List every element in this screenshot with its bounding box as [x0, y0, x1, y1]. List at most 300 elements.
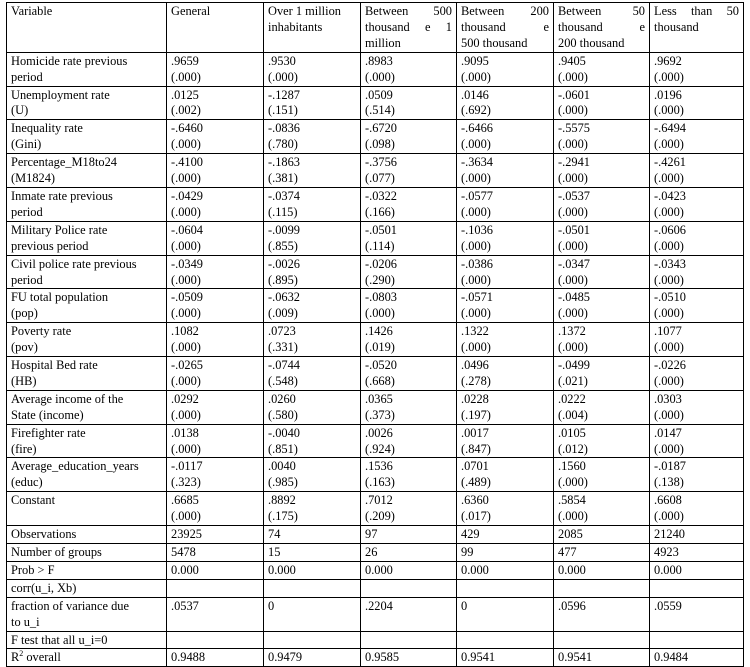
coefficient-cell-line: (.000): [558, 137, 588, 152]
coefficient-cell-line: .0260: [268, 391, 296, 406]
coefficient-cell: [264, 154, 361, 188]
coefficient-cell-line: -.0501: [558, 222, 591, 237]
column-header-line: inhabitants: [268, 19, 323, 34]
coefficient-cell: [361, 424, 457, 458]
coefficient-cell: [650, 492, 744, 526]
row-label-line: Inmate rate previous: [11, 188, 113, 203]
row-label: [7, 526, 167, 544]
stat-cell: [167, 579, 264, 597]
coefficient-cell-line: -.0265: [171, 358, 204, 373]
coefficient-cell-line: (.000): [461, 137, 491, 152]
stat-cell: 0: [264, 597, 361, 631]
coefficient-cell-line: -.5575: [558, 121, 591, 136]
coefficient-cell: [457, 424, 554, 458]
stat-cell: [264, 579, 361, 597]
stat-cell: 5478: [167, 544, 264, 562]
row-label-line: Inequality rate: [11, 121, 83, 136]
row-label-line: Constant: [11, 493, 56, 508]
stat-cell: 0.000: [264, 561, 361, 579]
stat-cell: [264, 631, 361, 649]
coefficient-cell-line: (.000): [461, 171, 491, 186]
coefficient-cell-line: .6360: [461, 493, 489, 508]
column-header-line: thousand e 1: [365, 19, 452, 34]
stat-cell: [457, 631, 554, 649]
coefficient-cell-line: (.895): [268, 272, 298, 287]
stat-cell: 15: [264, 544, 361, 562]
coefficient-cell-line: (.000): [171, 306, 201, 321]
stats-row: [7, 544, 744, 562]
coefficient-cell: [361, 323, 457, 357]
coefficient-cell-line: .1560: [558, 459, 586, 474]
coefficient-cell-line: .0105: [558, 425, 586, 440]
table-row: [7, 289, 744, 323]
coefficient-cell-line: (.000): [558, 103, 588, 118]
coefficient-cell-line: .0365: [365, 391, 393, 406]
coefficient-cell-line: -.0349: [171, 256, 204, 271]
row-label: [7, 357, 167, 391]
column-header: [650, 3, 744, 53]
stat-cell: 4923: [650, 544, 744, 562]
column-header-line: Between 50: [558, 4, 645, 18]
coefficient-cell-line: (.000): [558, 509, 588, 524]
row-label: [7, 120, 167, 154]
header-row: [7, 3, 744, 53]
coefficient-cell: [361, 255, 457, 289]
row-label: [7, 649, 167, 667]
column-header-line: Variable: [11, 4, 53, 18]
coefficient-cell-line: .5854: [558, 493, 586, 508]
table-row: [7, 154, 744, 188]
coefficient-cell-line: .8892: [268, 493, 296, 508]
coefficient-cell-line: .0222: [558, 391, 586, 406]
row-label: [7, 323, 167, 357]
coefficient-cell: [457, 52, 554, 86]
coefficient-cell-line: .9095: [461, 53, 489, 68]
coefficient-cell-line: (.197): [461, 407, 491, 422]
coefficient-cell: [167, 492, 264, 526]
coefficient-cell: [457, 323, 554, 357]
coefficient-cell-line: .0026: [365, 425, 393, 440]
coefficient-cell: [457, 458, 554, 492]
row-label-line: Poverty rate: [11, 324, 72, 339]
column-header: [167, 3, 264, 53]
coefficient-cell-line: (.668): [365, 373, 395, 388]
coefficient-cell: [167, 154, 264, 188]
coefficient-cell-line: .0496: [461, 358, 489, 373]
coefficient-cell: [167, 323, 264, 357]
coefficient-cell: [264, 255, 361, 289]
coefficient-cell: [167, 424, 264, 458]
coefficient-cell: [457, 289, 554, 323]
coefficient-cell: [167, 357, 264, 391]
table-row: [7, 255, 744, 289]
coefficient-cell-line: (.000): [461, 204, 491, 219]
coefficient-cell-line: (.000): [654, 238, 684, 253]
coefficient-cell: [650, 86, 744, 120]
stats-row: [7, 631, 744, 649]
regression-table-container: [6, 2, 744, 667]
coefficient-cell-line: (.000): [654, 204, 684, 219]
coefficient-cell: [554, 424, 650, 458]
coefficient-cell: [361, 154, 457, 188]
coefficient-cell-line: .0701: [461, 459, 489, 474]
row-label: [7, 52, 167, 86]
coefficient-cell-line: -.0429: [171, 188, 204, 203]
column-header: [457, 3, 554, 53]
stat-cell: 26: [361, 544, 457, 562]
coefficient-cell-line: (.000): [558, 204, 588, 219]
stat-cell: 477: [554, 544, 650, 562]
stats-row: [7, 526, 744, 544]
coefficient-cell-line: (.000): [171, 373, 201, 388]
column-header-line: thousand e: [461, 19, 549, 34]
row-label-line: corr(u_i, Xb): [11, 580, 77, 595]
coefficient-cell-line: -.0537: [558, 188, 591, 203]
coefficient-cell-line: -.0485: [558, 290, 591, 305]
coefficient-cell-line: .1077: [654, 324, 682, 339]
coefficient-cell-line: (.855): [268, 238, 298, 253]
table-row: [7, 458, 744, 492]
column-header-line: thousand: [654, 19, 699, 34]
stats-row: [7, 579, 744, 597]
row-label: [7, 154, 167, 188]
stat-cell: 99: [457, 544, 554, 562]
coefficient-cell-line: -.1036: [461, 222, 494, 237]
row-label-line: FU total population: [11, 290, 109, 305]
coefficient-cell: [167, 458, 264, 492]
table-row: [7, 120, 744, 154]
stat-cell: 0.000: [650, 561, 744, 579]
coefficient-cell-line: (.290): [365, 272, 395, 287]
coefficient-cell-line: (.000): [654, 272, 684, 287]
row-label: [7, 86, 167, 120]
row-label-line: Hospital Bed rate: [11, 358, 98, 373]
coefficient-cell-line: .6685: [171, 493, 199, 508]
coefficient-cell-line: -.0803: [365, 290, 398, 305]
coefficient-cell-line: .0196: [654, 87, 682, 102]
coefficient-cell: [554, 458, 650, 492]
stat-cell: 23925: [167, 526, 264, 544]
coefficient-cell: [167, 221, 264, 255]
coefficient-cell-line: .8983: [365, 53, 393, 68]
coefficient-cell-line: (.000): [558, 340, 588, 355]
coefficient-cell: [264, 221, 361, 255]
coefficient-cell: [554, 221, 650, 255]
column-header: [7, 3, 167, 53]
coefficient-cell: [264, 120, 361, 154]
row-label-line: (Gini): [11, 137, 42, 152]
coefficient-cell: [457, 492, 554, 526]
coefficient-cell-line: (.114): [365, 238, 395, 253]
coefficient-cell: [167, 187, 264, 221]
stat-cell: .2204: [361, 597, 457, 631]
coefficient-cell: [361, 492, 457, 526]
row-label-line: period: [11, 69, 43, 84]
coefficient-cell-line: .7012: [365, 493, 393, 508]
coefficient-cell-line: .9692: [654, 53, 682, 68]
column-header-line: Less than 50: [654, 4, 739, 18]
column-header-line: Between 200: [461, 4, 549, 18]
stat-cell: 0.000: [361, 561, 457, 579]
coefficient-cell: [554, 120, 650, 154]
coefficient-cell: [650, 154, 744, 188]
coefficient-cell-line: (.115): [268, 204, 298, 219]
stat-cell: 2085: [554, 526, 650, 544]
row-label-line: State (income): [11, 407, 84, 422]
coefficient-cell: [361, 390, 457, 424]
coefficient-cell-line: (.381): [268, 171, 298, 186]
coefficient-cell: [650, 120, 744, 154]
coefficient-cell-line: -.0206: [365, 256, 398, 271]
coefficient-cell-line: .0228: [461, 391, 489, 406]
stat-cell: 0.000: [457, 561, 554, 579]
column-header-line: General: [171, 4, 211, 18]
coefficient-cell-line: -.0423: [654, 188, 687, 203]
coefficient-cell-line: -.0347: [558, 256, 591, 271]
coefficient-cell-line: -.0744: [268, 358, 301, 373]
coefficient-cell-line: .0146: [461, 87, 489, 102]
coefficient-cell: [554, 255, 650, 289]
coefficient-cell-line: -.0601: [558, 87, 591, 102]
table-row: [7, 52, 744, 86]
table-row: [7, 390, 744, 424]
stat-cell: .0596: [554, 597, 650, 631]
row-label-line: (U): [11, 103, 29, 118]
row-label-line: (educ): [11, 475, 43, 490]
row-label: [7, 579, 167, 597]
coefficient-cell-line: .0509: [365, 87, 393, 102]
coefficient-cell-line: (.151): [268, 103, 298, 118]
coefficient-cell-line: -.0374: [268, 188, 301, 203]
coefficient-cell-line: (.012): [558, 441, 588, 456]
stat-cell: 429: [457, 526, 554, 544]
coefficient-cell-line: -.0520: [365, 358, 398, 373]
coefficient-cell-line: (.000): [171, 204, 201, 219]
row-label-line: period: [11, 204, 43, 219]
stat-cell: [167, 631, 264, 649]
coefficient-cell-line: -.4100: [171, 155, 204, 170]
row-label-line: Homicide rate previous: [11, 53, 128, 68]
coefficient-cell-line: (.692): [461, 103, 491, 118]
coefficient-cell-line: (.000): [654, 407, 684, 422]
stat-cell: 0.9541: [457, 649, 554, 667]
column-header-line: thousand e: [558, 19, 645, 34]
coefficient-cell-line: (.000): [171, 407, 201, 422]
stat-cell: 0.9479: [264, 649, 361, 667]
row-label-line: Prob > F: [11, 562, 55, 577]
coefficient-cell: [264, 357, 361, 391]
stat-cell: [554, 631, 650, 649]
coefficient-cell: [167, 289, 264, 323]
coefficient-cell-line: (.000): [171, 340, 201, 355]
row-label-line: Unemployment rate: [11, 87, 110, 102]
row-label-line: fraction of variance due: [11, 598, 129, 613]
coefficient-cell-line: -.4261: [654, 155, 687, 170]
coefficient-cell: [361, 187, 457, 221]
coefficient-cell: [554, 289, 650, 323]
coefficient-cell: [650, 424, 744, 458]
coefficient-cell-line: (.017): [461, 509, 491, 524]
coefficient-cell-line: (.000): [171, 509, 201, 524]
coefficient-cell: [650, 323, 744, 357]
coefficient-cell-line: .1426: [365, 324, 393, 339]
row-label-line: to u_i: [11, 614, 40, 629]
stat-cell: 0.000: [554, 561, 650, 579]
stat-cell: .0537: [167, 597, 264, 631]
column-header-line: 500 thousand: [461, 35, 528, 50]
coefficient-cell-line: -.0026: [268, 256, 301, 271]
coefficient-cell-line: -.6466: [461, 121, 494, 136]
coefficient-cell-line: (.002): [171, 103, 201, 118]
row-label-line: Military Police rate: [11, 222, 108, 237]
row-label-line: Firefighter rate: [11, 425, 86, 440]
coefficient-cell-line: -.0509: [171, 290, 204, 305]
coefficient-cell-line: (.278): [461, 373, 491, 388]
r-squared-superscript: 2: [19, 649, 24, 659]
regression-results-table: [6, 2, 744, 667]
row-label-line: (M1824): [11, 171, 56, 186]
coefficient-cell-line: (.000): [558, 238, 588, 253]
coefficient-cell-line: -.3634: [461, 155, 494, 170]
coefficient-cell: [264, 424, 361, 458]
column-header: [264, 3, 361, 53]
table-row: [7, 424, 744, 458]
coefficient-cell-line: (.000): [171, 137, 201, 152]
row-label-line: (pov): [11, 340, 38, 355]
coefficient-cell: [554, 390, 650, 424]
row-label-line: Average_education_years: [11, 459, 139, 474]
coefficient-cell: [361, 86, 457, 120]
coefficient-cell: [554, 492, 650, 526]
coefficient-cell-line: (.077): [365, 171, 395, 186]
coefficient-cell-line: (.209): [365, 509, 395, 524]
stat-cell: 0.9488: [167, 649, 264, 667]
coefficient-cell: [457, 86, 554, 120]
coefficient-cell: [650, 390, 744, 424]
stat-cell: 97: [361, 526, 457, 544]
coefficient-cell-line: -.0499: [558, 358, 591, 373]
coefficient-cell: [361, 52, 457, 86]
r-squared-label-rest: overall: [23, 650, 61, 665]
row-label: [7, 544, 167, 562]
coefficient-cell-line: (.000): [558, 272, 588, 287]
coefficient-cell-line: .9659: [171, 53, 199, 68]
table-row: [7, 221, 744, 255]
coefficient-cell-line: (.851): [268, 441, 298, 456]
coefficient-cell-line: -.0632: [268, 290, 301, 305]
stats-row: [7, 597, 744, 631]
column-header-line: Between 500: [365, 4, 452, 18]
coefficient-cell-line: -.0606: [654, 222, 687, 237]
coefficient-cell: [650, 458, 744, 492]
coefficient-cell-line: .1082: [171, 324, 199, 339]
stat-cell: [650, 631, 744, 649]
coefficient-cell: [264, 86, 361, 120]
row-label-line: (fire): [11, 441, 37, 456]
coefficient-cell-line: (.000): [461, 306, 491, 321]
coefficient-cell-line: (.004): [558, 407, 588, 422]
coefficient-cell-line: -.0226: [654, 358, 687, 373]
coefficient-cell: [264, 289, 361, 323]
coefficient-cell: [361, 120, 457, 154]
r-squared-label: R: [11, 650, 20, 665]
coefficient-cell: [554, 187, 650, 221]
coefficient-cell-line: (.000): [558, 69, 588, 84]
coefficient-cell-line: -.2941: [558, 155, 591, 170]
coefficient-cell: [264, 390, 361, 424]
coefficient-cell-line: (.000): [365, 69, 395, 84]
coefficient-cell-line: -.3756: [365, 155, 398, 170]
row-label: [7, 255, 167, 289]
coefficient-cell-line: -.6460: [171, 121, 204, 136]
coefficient-cell-line: (.000): [654, 171, 684, 186]
coefficient-cell-line: (.166): [365, 204, 395, 219]
coefficient-cell: [361, 289, 457, 323]
coefficient-cell: [167, 390, 264, 424]
coefficient-cell-line: -.0040: [268, 425, 301, 440]
row-label-line: Number of groups: [11, 545, 102, 559]
coefficient-cell: [554, 323, 650, 357]
coefficient-cell-line: (.000): [461, 272, 491, 287]
coefficient-cell-line: -.0343: [654, 256, 687, 271]
coefficient-cell-line: (.373): [365, 407, 395, 422]
coefficient-cell-line: (.323): [171, 475, 201, 490]
coefficient-cell-line: (.138): [654, 475, 684, 490]
coefficient-cell-line: (.514): [365, 103, 395, 118]
coefficient-cell: [457, 187, 554, 221]
row-label-line: Percentage_M18to24: [11, 155, 117, 170]
coefficient-cell-line: .0125: [171, 87, 199, 102]
coefficient-cell: [650, 187, 744, 221]
coefficient-cell-line: -.0386: [461, 256, 494, 271]
row-label-line: F test that all u_i=0: [11, 632, 108, 647]
coefficient-cell-line: .0303: [654, 391, 682, 406]
coefficient-cell-line: (.000): [558, 475, 588, 490]
coefficient-cell-line: (.000): [365, 306, 395, 321]
coefficient-cell-line: .0292: [171, 391, 199, 406]
coefficient-cell-line: (.009): [268, 306, 298, 321]
stat-cell: 0.9585: [361, 649, 457, 667]
coefficient-cell-line: -.1863: [268, 155, 301, 170]
table-row: [7, 492, 744, 526]
coefficient-cell: [457, 120, 554, 154]
row-label-line: Civil police rate previous: [11, 256, 137, 271]
coefficient-cell: [457, 221, 554, 255]
stats-row: [7, 649, 744, 667]
coefficient-cell-line: (.000): [654, 69, 684, 84]
table-row: [7, 323, 744, 357]
row-label: [7, 458, 167, 492]
coefficient-cell: [167, 120, 264, 154]
coefficient-cell-line: -.6494: [654, 121, 687, 136]
row-label: [7, 187, 167, 221]
row-label-line: (HB): [11, 373, 37, 388]
coefficient-cell-line: (.021): [558, 373, 588, 388]
coefficient-cell: [167, 86, 264, 120]
stat-cell: 0.000: [167, 561, 264, 579]
coefficient-cell: [264, 492, 361, 526]
coefficient-cell-line: (.780): [268, 137, 298, 152]
coefficient-cell: [554, 52, 650, 86]
coefficient-cell: [361, 357, 457, 391]
coefficient-cell-line: -.6720: [365, 121, 398, 136]
stat-cell: [361, 631, 457, 649]
coefficient-cell-line: -.0322: [365, 188, 398, 203]
coefficient-cell: [554, 154, 650, 188]
row-label-line: Observations: [11, 527, 77, 542]
row-label: [7, 561, 167, 579]
coefficient-cell: [554, 357, 650, 391]
